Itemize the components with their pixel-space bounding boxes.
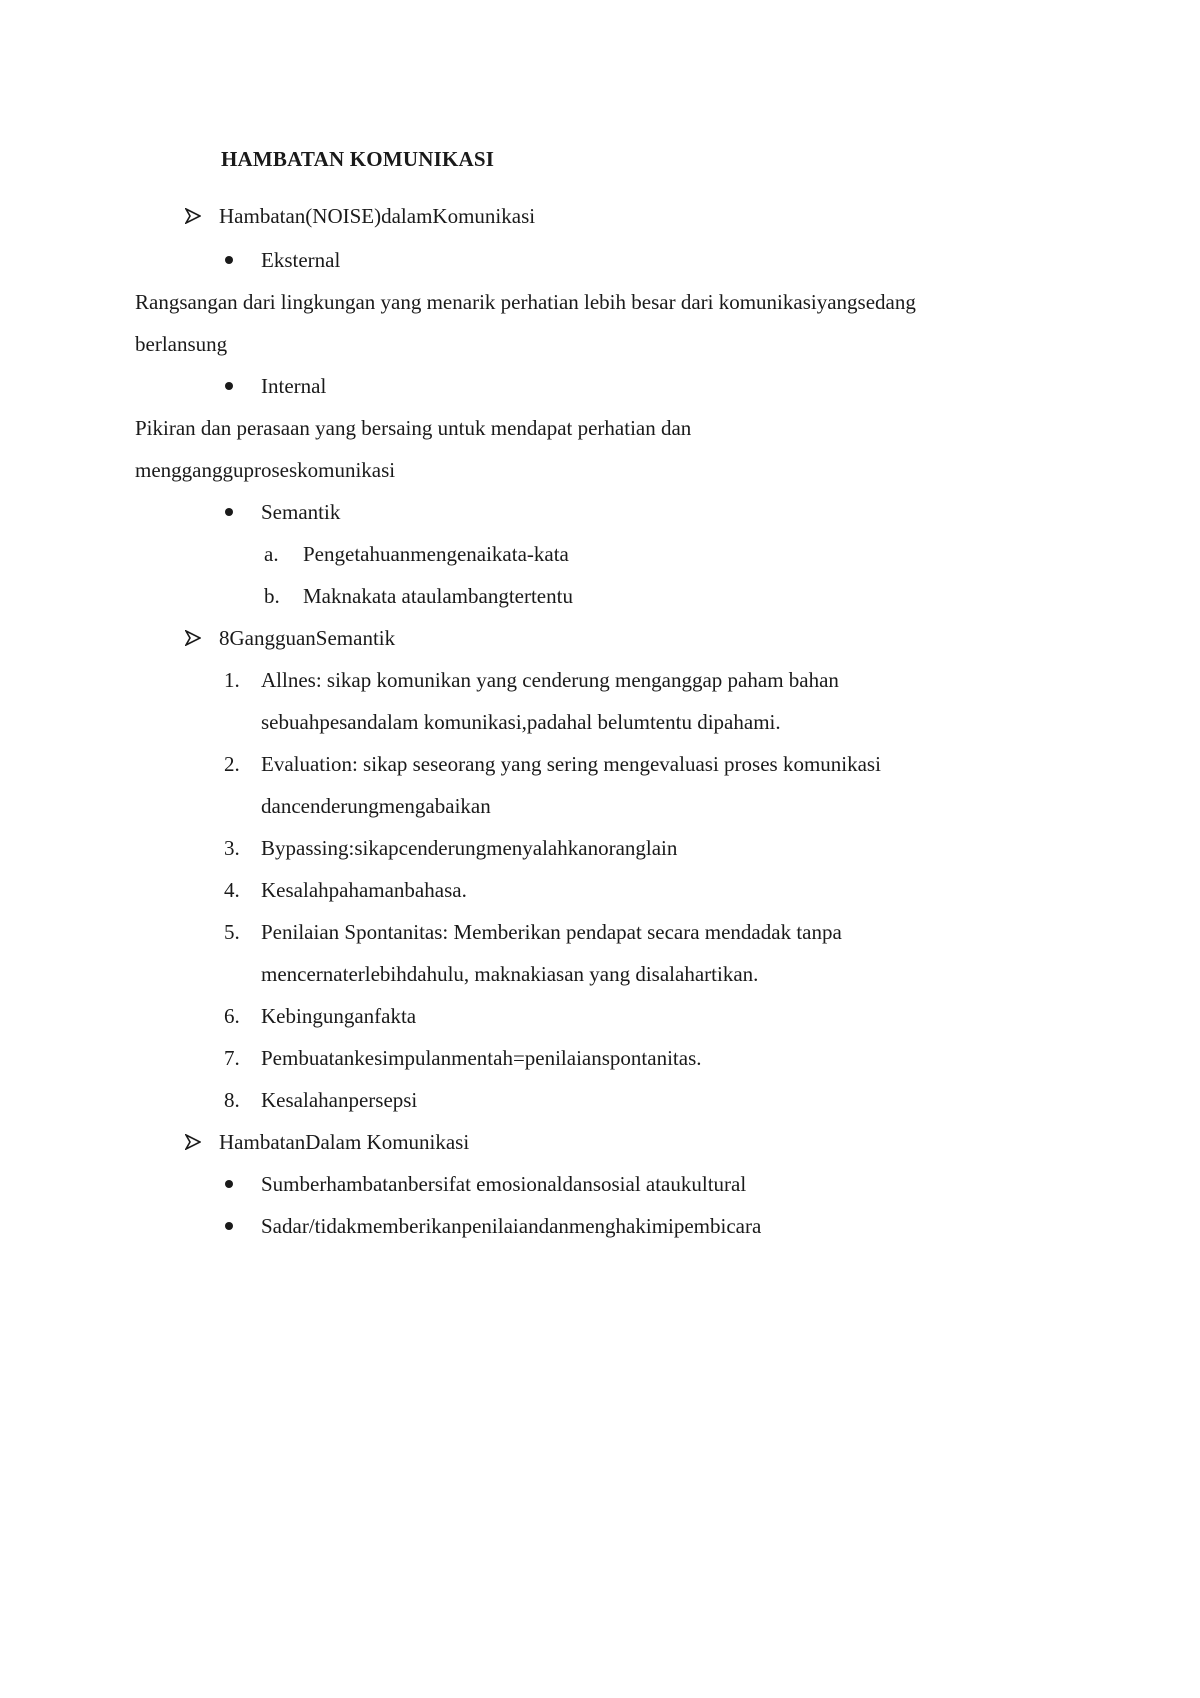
bullet-icon	[225, 508, 233, 516]
semantik-label: Semantik	[261, 500, 341, 524]
numbered-item-line1: Kebingunganfakta	[261, 1004, 417, 1028]
numbered-item-line1: Bypassing:sikapcenderungmenyalahkanoranglain	[261, 836, 678, 860]
numbered-item-line1: Kesalahpahamanbahasa.	[261, 878, 467, 902]
section3-heading: HambatanDalam Komunikasi	[219, 1130, 470, 1154]
internal-desc-line1: Pikiran dan perasaan yang bersaing untuk mendapat perhatian dan	[135, 416, 692, 440]
numbered-item-line1: Pembuatankesimpulanmentah=penilaianspontanitas.	[261, 1046, 702, 1070]
semantik-item: Pengetahuanmengenaikata-kata	[303, 542, 569, 566]
section3-bullet: Sumberhambatanbersifat emosionaldansosial ataukultural	[261, 1172, 747, 1196]
list-marker: 5.	[224, 920, 240, 944]
list-marker: b.	[264, 584, 280, 608]
bullet-icon	[225, 1180, 233, 1188]
numbered-item-line1: Evaluation: sikap seseorang yang sering mengevaluasi proses komunikasi	[261, 752, 881, 776]
numbered-item-line2: sebuahpesandalam komunikasi,padahal belumtentu dipahami.	[261, 710, 781, 734]
numbered-item-line1: Penilaian Spontanitas: Memberikan pendapat secara mendadak tanpa	[261, 920, 842, 944]
eksternal-desc-line1: Rangsangan dari lingkungan yang menarik perhatian lebih besar dari komunikasiyangsedang	[135, 290, 916, 314]
semantik-item: Maknakata ataulambangtertentu	[303, 584, 573, 608]
list-marker: 4.	[224, 878, 240, 902]
section2-heading: 8GangguanSemantik	[219, 626, 396, 650]
numbered-item-line2: dancenderungmengabaikan	[261, 794, 491, 818]
numbered-item-line1: Allnes: sikap komunikan yang cenderung menganggap paham bahan	[261, 668, 839, 692]
bullet-icon	[225, 1222, 233, 1230]
internal-label: Internal	[261, 374, 327, 398]
list-marker: 7.	[224, 1046, 240, 1070]
arrow-bullet-icon	[185, 208, 201, 224]
section1-heading: Hambatan(NOISE)dalamKomunikasi	[219, 204, 536, 228]
list-marker: 3.	[224, 836, 240, 860]
eksternal-label: Eksternal	[261, 248, 341, 272]
list-marker: 6.	[224, 1004, 240, 1028]
document-title: HAMBATAN KOMUNIKASI	[221, 147, 495, 171]
bullet-icon	[225, 256, 233, 264]
numbered-item-line2: mencernaterlebihdahulu, maknakiasan yang disalahartikan.	[261, 962, 759, 986]
internal-desc-line2: menggangguproseskomunikasi	[135, 458, 396, 482]
section3-bullet: Sadar/tidakmemberikanpenilaiandanmenghakimipembicara	[261, 1214, 762, 1238]
numbered-item-line1: Kesalahanpersepsi	[261, 1088, 418, 1112]
arrow-bullet-icon	[185, 630, 201, 646]
list-marker: 8.	[224, 1088, 240, 1112]
eksternal-desc-line2: berlansung	[135, 332, 228, 356]
list-marker: 1.	[224, 668, 240, 692]
list-marker: a.	[264, 542, 279, 566]
list-marker: 2.	[224, 752, 240, 776]
arrow-bullet-icon	[185, 1134, 201, 1150]
bullet-icon	[225, 382, 233, 390]
